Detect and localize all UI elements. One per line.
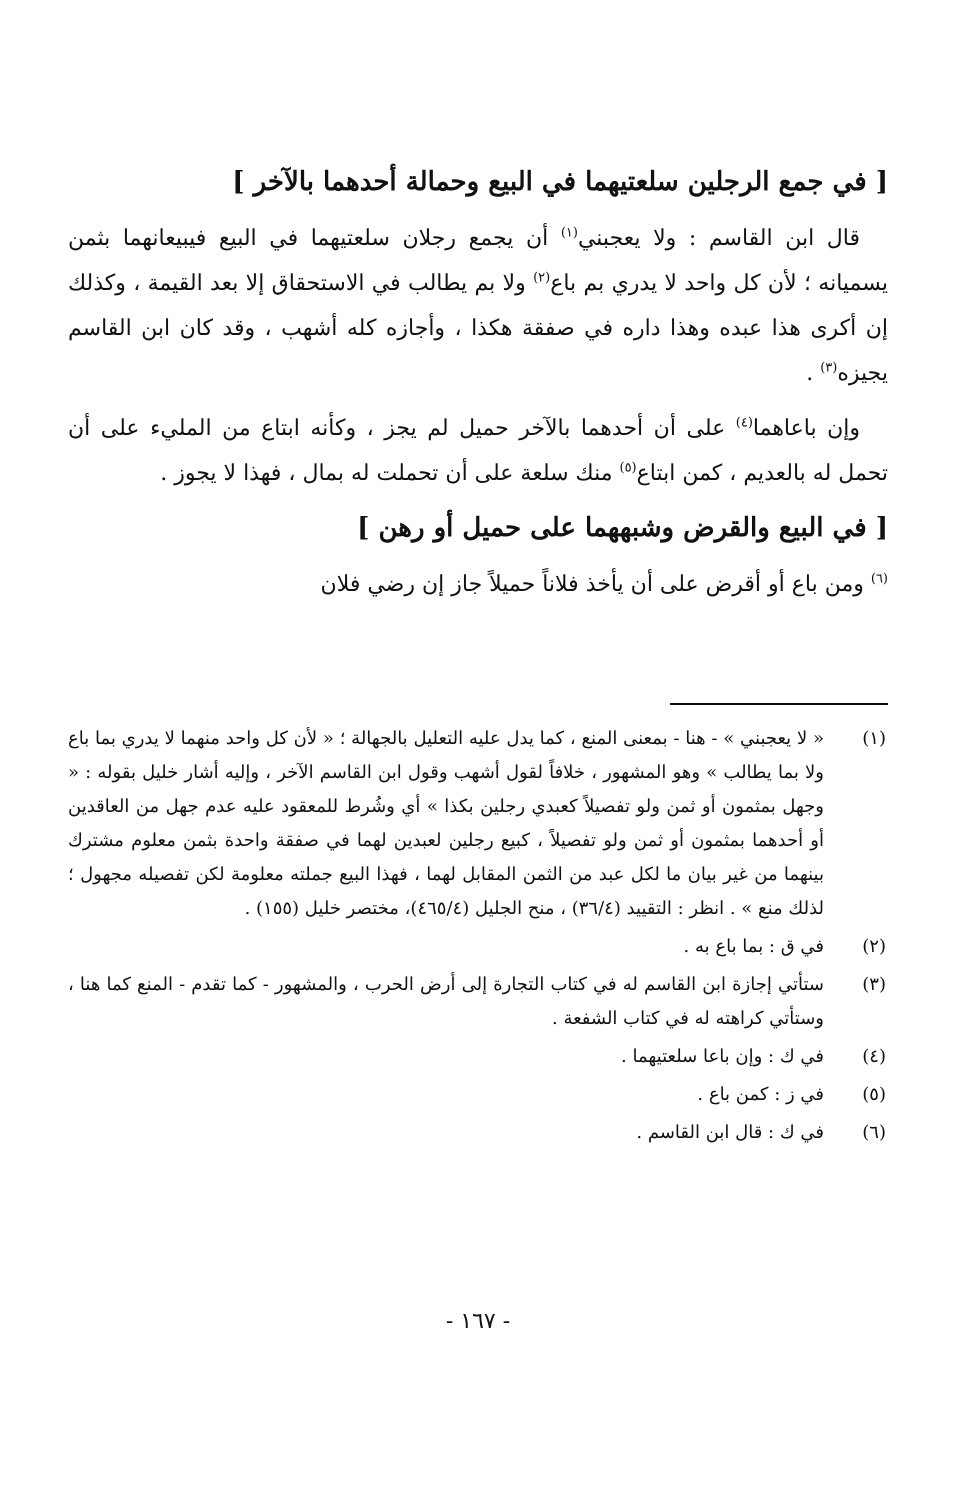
page-number: - ١٦٧ - — [445, 1309, 511, 1334]
paragraph-3 — [68, 562, 888, 607]
footnote-number: (٦) — [862, 1122, 886, 1143]
footnote-ref-5[interactable]: (٥) — [619, 460, 637, 476]
paragraph-2-part-3: منك سلعة على أن تحملت له بمال ، فهذا لا يجوز . — [160, 461, 620, 486]
main-text — [68, 160, 888, 617]
footnote-ref-1[interactable]: (١) — [560, 225, 578, 241]
paragraph-1-part-1: قال ابن القاسم : ولا يعجبني — [577, 226, 860, 251]
paragraph-2-part-2: على أن أحدهما بالآخر حميل لم يجز ، وكأنه ابتاع من المليء على أن تحمل له بالعديم ، كمن ابتاع — [68, 416, 888, 486]
footnote-ref-3[interactable]: (٣) — [820, 360, 838, 376]
footnote-2 — [68, 930, 886, 964]
footnote-3 — [68, 968, 886, 1036]
footnote-ref-6[interactable]: (٦) — [870, 571, 888, 587]
footnote-number: (٢) — [862, 936, 886, 957]
footnote-text: ستأتي إجازة ابن القاسم له في كتاب التجارة إلى أرض الحرب ، والمشهور - كما تقدم - المنع كما هنا ، وستأتي كراهته له في كتاب الشفعة . — [68, 974, 824, 1029]
footnote-number: (٣) — [862, 974, 886, 995]
footnote-text: في ق : بما باع به . — [683, 936, 824, 957]
footnote-text: في ز : كمن باع . — [697, 1084, 824, 1105]
footnote-text: « لا يعجبني » - هنا - بمعنى المنع ، كما يدل عليه التعليل بالجهالة ؛ « لأن كل واحد منهما لا يدري بما باع ولا بما يطالب » وهو المشهور ، خلافاً لقول أشهب وقول ابن القاسم الآخر ، وإليه أشار خليل بقوله : « وجهل بمثمون أو ثمن ولو تفصيلاً كعبدي رجلين بكذا » أي وشُرط للمعقود عليه عدم جهل من العاقدين أو أحدهما بمثمون أو ثمن ولو تفصيلاً ، كبيع رجلين لعبدين لهما في صفقة واحدة بثمن معلوم مشترك بينهما من غير بيان ما لكل عبد من الثمن المقابل لهما ، فهذا البيع جملته معلومة لكن تفصيله مجهول ؛ لذلك منع » . انظر : التقييد (٣٦/٤) ، منح الجليل (٤٦٥/٤)، مختصر خليل (١٥٥) . — [68, 728, 824, 919]
paragraph-1 — [68, 216, 888, 396]
paragraph-2 — [68, 406, 888, 496]
footnote-text: في ك : قال ابن القاسم . — [636, 1122, 824, 1143]
section-heading-2: [ في البيع والقرض وشبههما على حميل أو رهن ] — [357, 513, 888, 543]
footnote-number: (٥) — [862, 1084, 886, 1105]
footnote-5 — [68, 1078, 886, 1112]
paragraph-1-part-2: أن يجمع رجلان سلعتيهما في البيع فيبيعانهما بثمن يسميانه ؛ لأن كل واحد لا يدري بم باع — [68, 226, 889, 296]
paragraph-1-part-3: ولا بم يطالب في الاستحقاق إلا بعد القيمة ، وكذلك إن أكرى هذا عبده وهذا داره في صفقة هكذا ، وأجازه كله أشهب ، وقد كان ابن القاسم يجيزه — [68, 271, 888, 386]
section-heading-1: [ في جمع الرجلين سلعتيهما في البيع وحمالة أحدهما بالآخر ] — [232, 167, 888, 197]
footnotes-section — [68, 722, 886, 1154]
footnote-ref-4[interactable]: (٤) — [735, 415, 753, 431]
footnote-number: (٤) — [862, 1046, 886, 1067]
footnote-6 — [68, 1116, 886, 1150]
footnote-number: (١) — [862, 728, 886, 749]
footnote-1 — [68, 722, 886, 926]
paragraph-1-part-4: . — [806, 361, 821, 386]
footnote-ref-2[interactable]: (٢) — [533, 270, 551, 286]
footnote-divider — [670, 703, 888, 705]
paragraph-3-part-1: ومن باع أو أقرض على أن يأخذ فلاناً حميلاً جاز إن رضي فلان — [320, 572, 871, 597]
footnote-4 — [68, 1040, 886, 1074]
paragraph-2-part-1: وإن باعاهما — [752, 416, 860, 441]
footnote-text: في ك : وإن باعا سلعتيهما . — [621, 1046, 824, 1067]
